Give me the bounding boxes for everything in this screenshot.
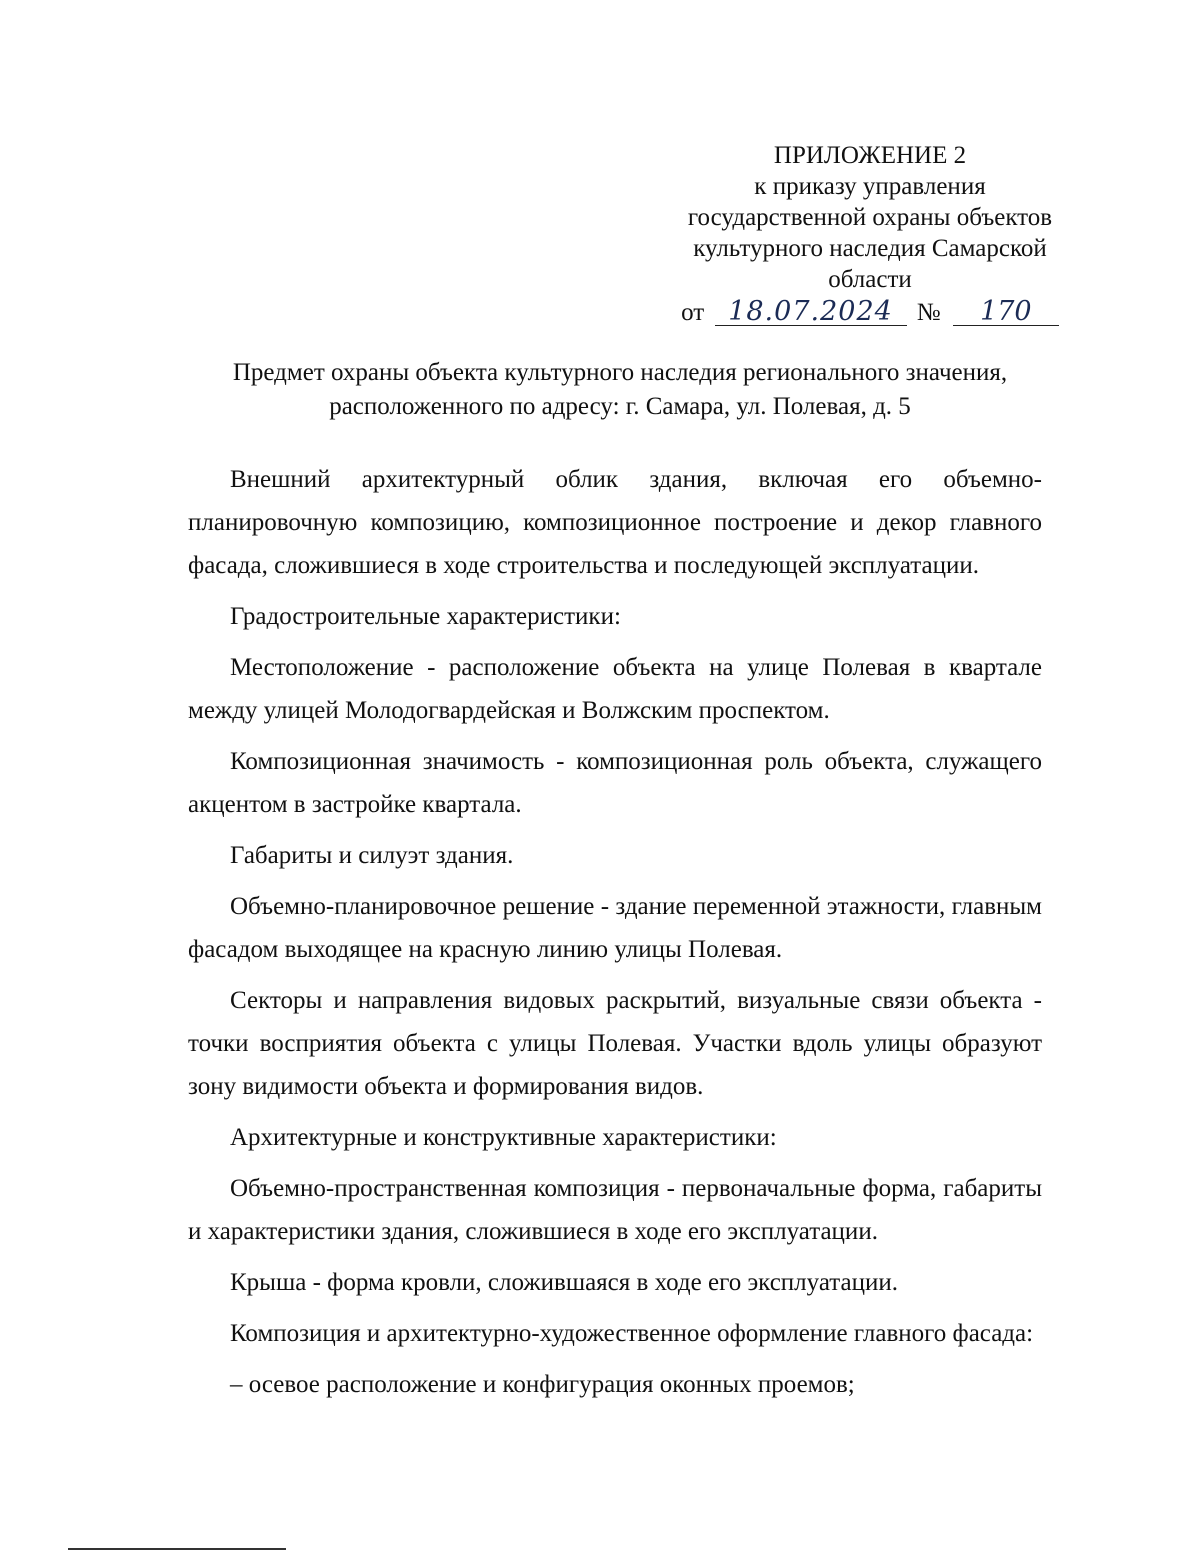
appendix-line: государственной охраны объектов (687, 204, 1053, 231)
heading-line: расположенного по адресу: г. Самара, ул. Полевая, д. 5 (329, 393, 911, 420)
appendix-line: культурного наследия Самарской (693, 235, 1047, 262)
paragraph: Архитектурные и конструктивные характеристики: (230, 1124, 777, 1151)
paragraph: – осевое расположение и конфигурация оконных проемов; (230, 1371, 855, 1398)
paragraph: Композиционная значимость - композиционная роль объекта, служащего акцентом в застройке квартала. (188, 748, 1042, 818)
paragraph: Крыша - форма кровли, сложившаяся в ходе его эксплуатации. (230, 1269, 898, 1296)
order-date-number-row (640, 297, 1100, 328)
document-heading (150, 356, 1090, 424)
appendix-line: области (828, 266, 912, 293)
paragraph: Местоположение - расположение объекта на улице Полевая в квартале между улицей Молодогвардейская и Волжским проспектом. (188, 654, 1042, 724)
document-body (188, 458, 1042, 1414)
paragraph: Габариты и силуэт здания. (230, 842, 514, 869)
appendix-title: ПРИЛОЖЕНИЕ 2 (773, 142, 967, 169)
handwritten-number: 170 (953, 298, 1059, 326)
paragraph: Объемно-пространственная композиция - первоначальные форма, габариты и характеристики здания, сложившиеся в ходе его эксплуатации. (188, 1175, 1042, 1245)
paragraph: Секторы и направления видовых раскрытий, визуальные связи объекта - точки восприятия объекта с улицы Полевая. Участки вдоль улицы образуют зону видимости объекта и формирования видов. (188, 987, 1042, 1100)
paragraph: Внешний архитектурный облик здания, включая его объемно-планировочную композицию, композиционное построение и декор главного фасада, сложившиеся в ходе строительства и последующей эксплуатации. (188, 466, 1042, 579)
heading-line: Предмет охраны объекта культурного наследия регионального значения, (232, 359, 1008, 386)
paragraph: Градостроительные характеристики: (230, 603, 621, 630)
handwritten-date: 18.07.2024 (715, 298, 907, 326)
appendix-line: к приказу управления (754, 173, 986, 200)
from-label: от (681, 299, 705, 326)
appendix-block (640, 140, 1100, 328)
number-label: № (916, 299, 941, 326)
paragraph: Композиция и архитектурно-художественное оформление главного фасада: (230, 1320, 1034, 1347)
paragraph: Объемно-планировочное решение - здание переменной этажности, главным фасадом выходящее на красную линию улицы Полевая. (188, 893, 1042, 963)
footer-rule (68, 1548, 286, 1550)
